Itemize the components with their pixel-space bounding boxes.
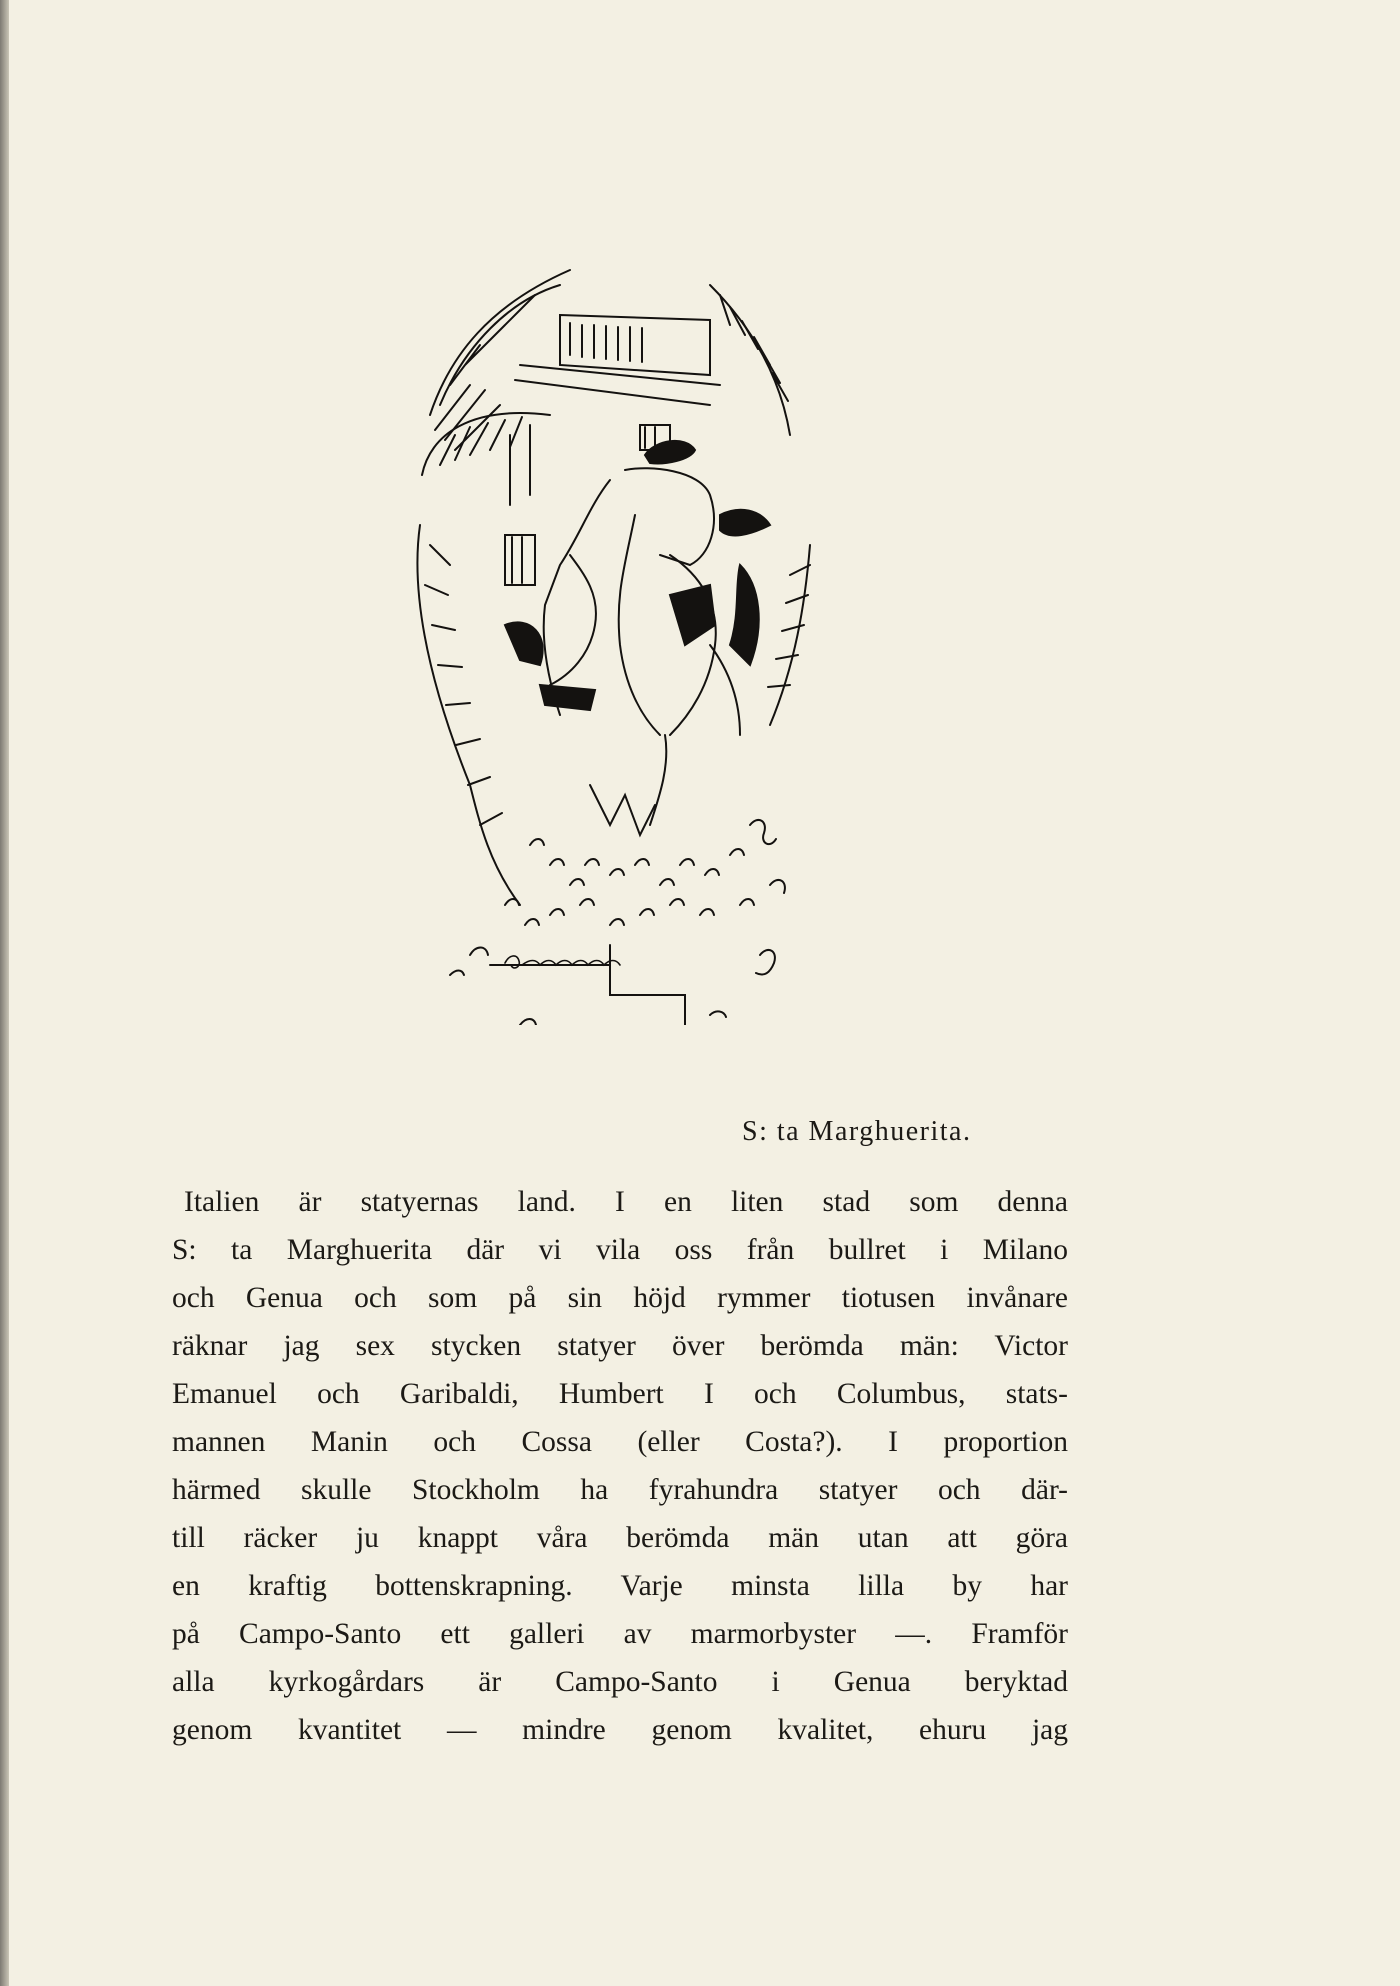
text-line: S: ta Marghuerita där vi vila oss från bullret i Milano xyxy=(172,1234,1068,1266)
text-line: genom kvantitet — mindre genom kvalitet, ehuru jag xyxy=(172,1714,1068,1746)
text-line: en kraftig bottenskrapning. Varje minsta lilla by har xyxy=(172,1570,1068,1602)
ink-illustration xyxy=(410,265,830,1025)
text-line: mannen Manin och Cossa (eller Costa?). I proportion xyxy=(172,1426,1068,1458)
body-text xyxy=(172,1178,1068,1754)
text-line: härmed skulle Stockholm ha fyrahundra statyer och där- xyxy=(172,1474,1068,1506)
text-line: räknar jag sex stycken statyer över berömda män: Victor xyxy=(172,1330,1068,1362)
text-line: till räcker ju knappt våra berömda män utan att göra xyxy=(172,1522,1068,1554)
text-line: Emanuel och Garibaldi, Humbert I och Columbus, stats- xyxy=(172,1378,1068,1410)
illustration-caption: S: ta Marghuerita. xyxy=(742,1116,972,1147)
text-line: Italien är statyernas land. I en liten stad som denna xyxy=(184,1186,1068,1218)
text-line: och Genua och som på sin höjd rymmer tiotusen invånare xyxy=(172,1282,1068,1314)
text-line: alla kyrkogårdars är Campo-Santo i Genua beryktad xyxy=(172,1666,1068,1698)
text-line: på Campo-Santo ett galleri av marmorbyster —. Framför xyxy=(172,1618,1068,1650)
page-edge-shadow xyxy=(0,0,9,1986)
